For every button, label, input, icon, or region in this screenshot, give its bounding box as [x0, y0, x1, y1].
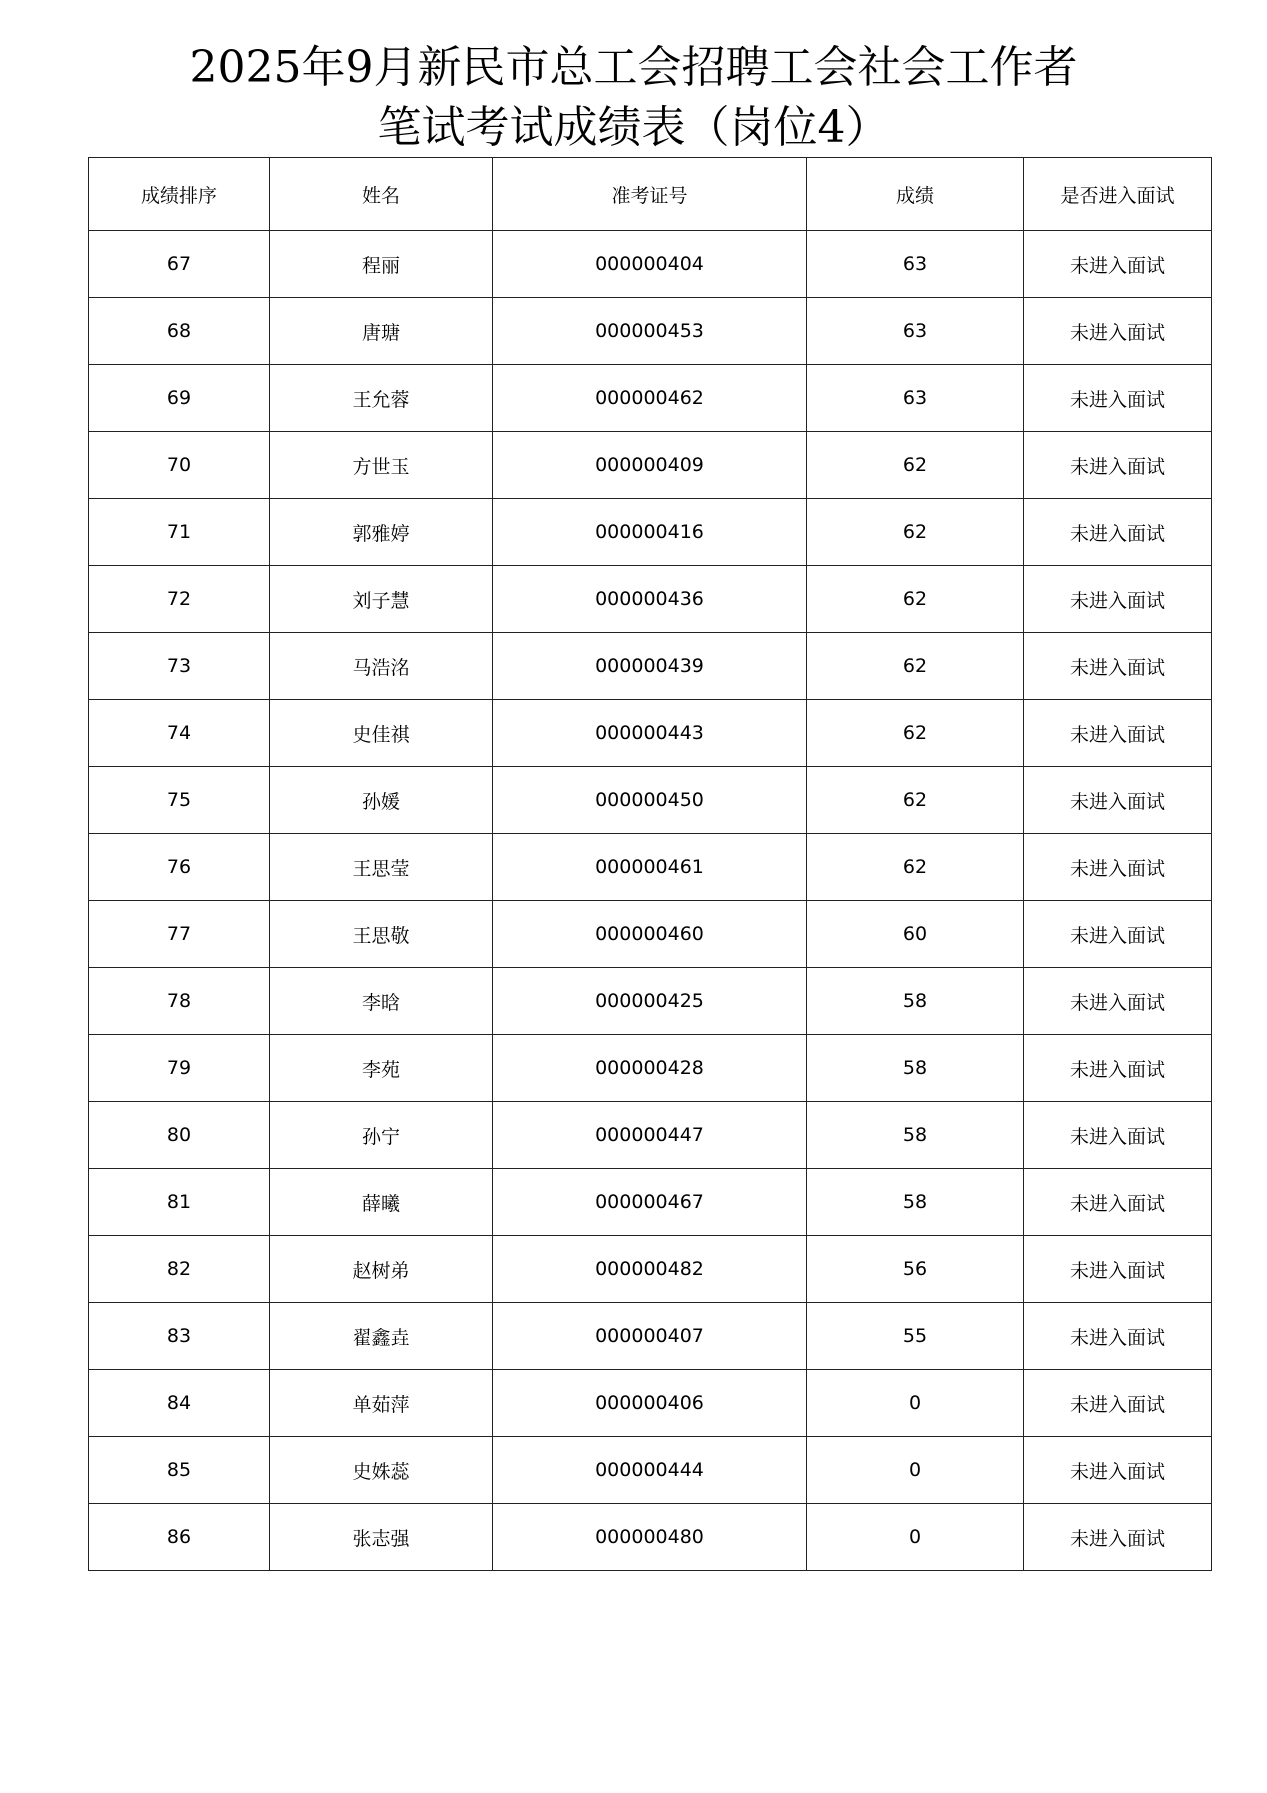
cell-exam-id: 000000453	[493, 298, 807, 365]
cell-rank: 70	[89, 432, 270, 499]
cell-exam-id: 000000406	[493, 1370, 807, 1437]
cell-exam-id: 000000409	[493, 432, 807, 499]
cell-exam-id: 000000462	[493, 365, 807, 432]
cell-name: 王思莹	[270, 834, 493, 901]
cell-rank: 86	[89, 1504, 270, 1571]
cell-score: 0	[807, 1437, 1024, 1504]
cell-score: 62	[807, 566, 1024, 633]
cell-score: 63	[807, 365, 1024, 432]
cell-rank: 74	[89, 700, 270, 767]
cell-score: 58	[807, 1102, 1024, 1169]
table-header-row	[89, 158, 1212, 231]
cell-rank: 85	[89, 1437, 270, 1504]
cell-rank: 76	[89, 834, 270, 901]
cell-name: 单茹萍	[270, 1370, 493, 1437]
table-row	[89, 365, 1212, 432]
cell-name: 程丽	[270, 231, 493, 298]
cell-exam-id: 000000467	[493, 1169, 807, 1236]
cell-name: 王思敬	[270, 901, 493, 968]
cell-interview-status: 未进入面试	[1024, 700, 1212, 767]
cell-exam-id: 000000461	[493, 834, 807, 901]
cell-score: 62	[807, 700, 1024, 767]
cell-interview-status: 未进入面试	[1024, 1102, 1212, 1169]
cell-rank: 78	[89, 968, 270, 1035]
cell-exam-id: 000000428	[493, 1035, 807, 1102]
table-row	[89, 901, 1212, 968]
table-row	[89, 499, 1212, 566]
table-row	[89, 633, 1212, 700]
cell-interview-status: 未进入面试	[1024, 1303, 1212, 1370]
cell-score: 63	[807, 231, 1024, 298]
table-row	[89, 566, 1212, 633]
cell-rank: 77	[89, 901, 270, 968]
table-row	[89, 767, 1212, 834]
cell-score: 60	[807, 901, 1024, 968]
cell-name: 翟鑫垚	[270, 1303, 493, 1370]
header-name: 姓名	[270, 158, 493, 231]
cell-score: 0	[807, 1370, 1024, 1437]
cell-exam-id: 000000425	[493, 968, 807, 1035]
header-exam-id: 准考证号	[493, 158, 807, 231]
cell-interview-status: 未进入面试	[1024, 767, 1212, 834]
table-row	[89, 1437, 1212, 1504]
cell-rank: 82	[89, 1236, 270, 1303]
cell-interview-status: 未进入面试	[1024, 365, 1212, 432]
cell-score: 0	[807, 1504, 1024, 1571]
table-row	[89, 834, 1212, 901]
cell-score: 62	[807, 633, 1024, 700]
cell-exam-id: 000000439	[493, 633, 807, 700]
cell-name: 张志强	[270, 1504, 493, 1571]
cell-interview-status: 未进入面试	[1024, 1169, 1212, 1236]
table-row	[89, 298, 1212, 365]
header-rank: 成绩排序	[89, 158, 270, 231]
cell-interview-status: 未进入面试	[1024, 834, 1212, 901]
cell-score: 62	[807, 499, 1024, 566]
cell-interview-status: 未进入面试	[1024, 901, 1212, 968]
cell-interview-status: 未进入面试	[1024, 633, 1212, 700]
cell-name: 王允蓉	[270, 365, 493, 432]
cell-interview-status: 未进入面试	[1024, 1504, 1212, 1571]
cell-name: 方世玉	[270, 432, 493, 499]
table-body	[89, 231, 1212, 1571]
header-score: 成绩	[807, 158, 1024, 231]
cell-exam-id: 000000404	[493, 231, 807, 298]
cell-exam-id: 000000447	[493, 1102, 807, 1169]
cell-score: 62	[807, 767, 1024, 834]
cell-score: 55	[807, 1303, 1024, 1370]
cell-name: 孙宁	[270, 1102, 493, 1169]
cell-rank: 80	[89, 1102, 270, 1169]
cell-score: 62	[807, 432, 1024, 499]
cell-exam-id: 000000443	[493, 700, 807, 767]
cell-name: 李晗	[270, 968, 493, 1035]
table-row	[89, 700, 1212, 767]
cell-interview-status: 未进入面试	[1024, 432, 1212, 499]
cell-name: 赵树弟	[270, 1236, 493, 1303]
cell-rank: 68	[89, 298, 270, 365]
cell-rank: 67	[89, 231, 270, 298]
cell-exam-id: 000000482	[493, 1236, 807, 1303]
cell-name: 薛曦	[270, 1169, 493, 1236]
table-row	[89, 1236, 1212, 1303]
table-row	[89, 1102, 1212, 1169]
cell-rank: 72	[89, 566, 270, 633]
cell-rank: 73	[89, 633, 270, 700]
score-table	[88, 157, 1212, 1571]
cell-name: 史姝蕊	[270, 1437, 493, 1504]
cell-name: 刘子慧	[270, 566, 493, 633]
cell-name: 马浩洺	[270, 633, 493, 700]
table-row	[89, 968, 1212, 1035]
table-row	[89, 1169, 1212, 1236]
cell-score: 58	[807, 1169, 1024, 1236]
cell-exam-id: 000000436	[493, 566, 807, 633]
cell-exam-id: 000000416	[493, 499, 807, 566]
table-row	[89, 1035, 1212, 1102]
table-row	[89, 231, 1212, 298]
cell-interview-status: 未进入面试	[1024, 1370, 1212, 1437]
table-row	[89, 1370, 1212, 1437]
cell-interview-status: 未进入面试	[1024, 1035, 1212, 1102]
cell-score: 58	[807, 968, 1024, 1035]
cell-exam-id: 000000407	[493, 1303, 807, 1370]
cell-name: 李苑	[270, 1035, 493, 1102]
cell-score: 56	[807, 1236, 1024, 1303]
cell-rank: 84	[89, 1370, 270, 1437]
cell-exam-id: 000000450	[493, 767, 807, 834]
cell-exam-id: 000000460	[493, 901, 807, 968]
cell-rank: 79	[89, 1035, 270, 1102]
table-row	[89, 1504, 1212, 1571]
cell-name: 唐瑭	[270, 298, 493, 365]
cell-rank: 75	[89, 767, 270, 834]
title-line-2: 笔试考试成绩表（岗位4）	[377, 102, 890, 153]
cell-name: 史佳祺	[270, 700, 493, 767]
header-interview-status: 是否进入面试	[1024, 158, 1212, 231]
cell-exam-id: 000000480	[493, 1504, 807, 1571]
cell-rank: 83	[89, 1303, 270, 1370]
cell-interview-status: 未进入面试	[1024, 566, 1212, 633]
cell-rank: 81	[89, 1169, 270, 1236]
table-row	[89, 432, 1212, 499]
cell-interview-status: 未进入面试	[1024, 1236, 1212, 1303]
cell-interview-status: 未进入面试	[1024, 968, 1212, 1035]
cell-interview-status: 未进入面试	[1024, 499, 1212, 566]
title-line-1: 2025年9月新民市总工会招聘工会社会工作者	[189, 42, 1078, 93]
cell-rank: 71	[89, 499, 270, 566]
cell-exam-id: 000000444	[493, 1437, 807, 1504]
cell-name: 郭雅婷	[270, 499, 493, 566]
cell-score: 58	[807, 1035, 1024, 1102]
table-row	[89, 1303, 1212, 1370]
document-title	[0, 38, 1267, 158]
cell-interview-status: 未进入面试	[1024, 1437, 1212, 1504]
cell-interview-status: 未进入面试	[1024, 298, 1212, 365]
cell-score: 62	[807, 834, 1024, 901]
cell-rank: 69	[89, 365, 270, 432]
cell-score: 63	[807, 298, 1024, 365]
cell-interview-status: 未进入面试	[1024, 231, 1212, 298]
cell-name: 孙媛	[270, 767, 493, 834]
